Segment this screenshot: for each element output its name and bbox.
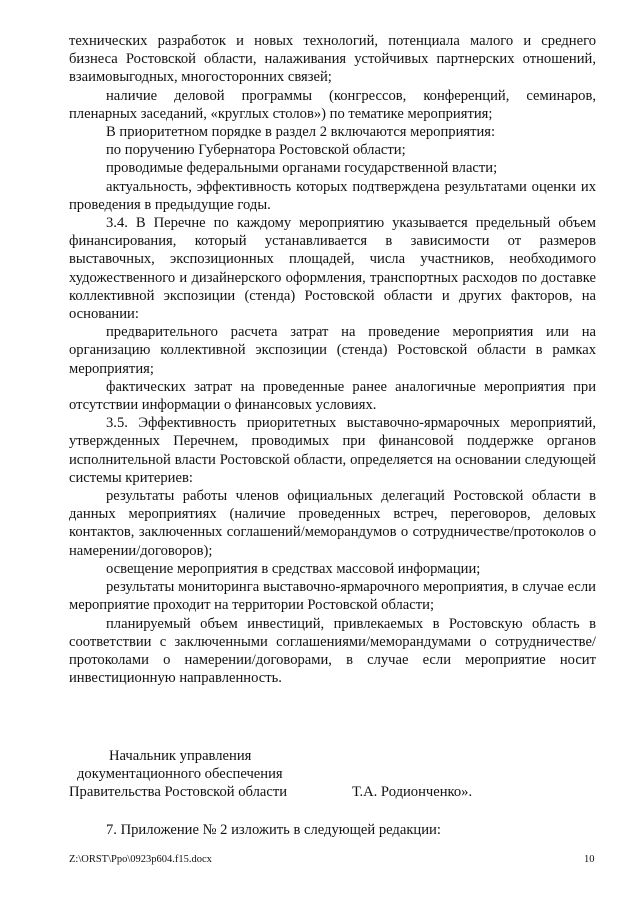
paragraph: освещение мероприятия в средствах массовой информации; — [106, 560, 481, 577]
paragraph: В приоритетном порядке в раздел 2 включаются мероприятия: — [106, 124, 496, 141]
paragraph: по поручению Губернатора Ростовской области; — [106, 142, 406, 159]
signatory-name: Т.А. Родионченко». — [352, 784, 473, 800]
signature-title-line-3: Правительства Ростовской области — [69, 784, 288, 800]
paragraph: технических разработок и новых технологий, потенциала малого и среднего бизнеса Ростовской области, налаживания устойчивых партнерских отношений, взаимовыгодных, многосторонних связей; — [69, 33, 596, 86]
signature-title-line-2: документационного обеспечения — [77, 766, 283, 782]
paragraph-3-4: 3.4. В Перечне по каждому мероприятию указывается предельный объем финансирования, который устанавливается в зависимости от размеров выставочных, экспозиционных площадей, числа участников, необходимого художественного и дизайнерского оформления, транспортных расходов по доставке коллективной экспозиции (стенда) Ростовской области и других факторов, на основании: — [69, 215, 596, 323]
signature-title-line-1: Начальник управления — [109, 748, 252, 764]
paragraph: результаты работы членов официальных делегаций Ростовской области в данных мероприятиях (наличие проведенных встреч, переговоров, деловых контактов, заключенных соглашений/меморандумов о сотрудничестве/протоколов о намерении/договоров); — [69, 488, 596, 559]
paragraph: результаты мониторинга выставочно-ярмарочного мероприятия, в случае если мероприятие проходит на территории Ростовской области; — [69, 579, 596, 614]
paragraph: наличие деловой программы (конгрессов, конференций, семинаров, пленарных заседаний, «круглых столов») по тематике мероприятия; — [69, 87, 596, 122]
paragraph: планируемый объем инвестиций, привлекаемых в Ростовскую область в соответствии с заключенными соглашениями/меморандумами о сотрудничестве/протоколами о намерении/договорами, в случае если мероприятие носит инвестиционную направленность. — [69, 615, 596, 687]
footer-file-path: Z:\ORST\Ppo\0923p604.f15.docx — [69, 854, 212, 865]
amendment-instruction: 7. Приложение № 2 изложить в следующей редакции: — [106, 822, 441, 838]
paragraph: проводимые федеральными органами государственной власти; — [106, 160, 498, 177]
paragraph-3-5: 3.5. Эффективность приоритетных выставочно-ярмарочных мероприятий, утвержденных Перечнем, проводимых при финансовой поддержке органов исполнительной власти Ростовской области, определяется на основании следующей системы критериев: — [69, 415, 596, 486]
paragraph: предварительного расчета затрат на проведение мероприятия или на организацию коллективной экспозиции (стенда) Ростовской области в рамках мероприятия; — [69, 324, 596, 377]
paragraph: актуальность, эффективность которых подтверждена результатами оценки их проведения в предыдущие годы. — [69, 178, 596, 213]
page-number: 10 — [584, 854, 595, 865]
document-body — [69, 32, 596, 687]
paragraph: фактических затрат на проведенные ранее аналогичные мероприятия при отсутствии информации о финансовых условиях. — [69, 378, 596, 414]
